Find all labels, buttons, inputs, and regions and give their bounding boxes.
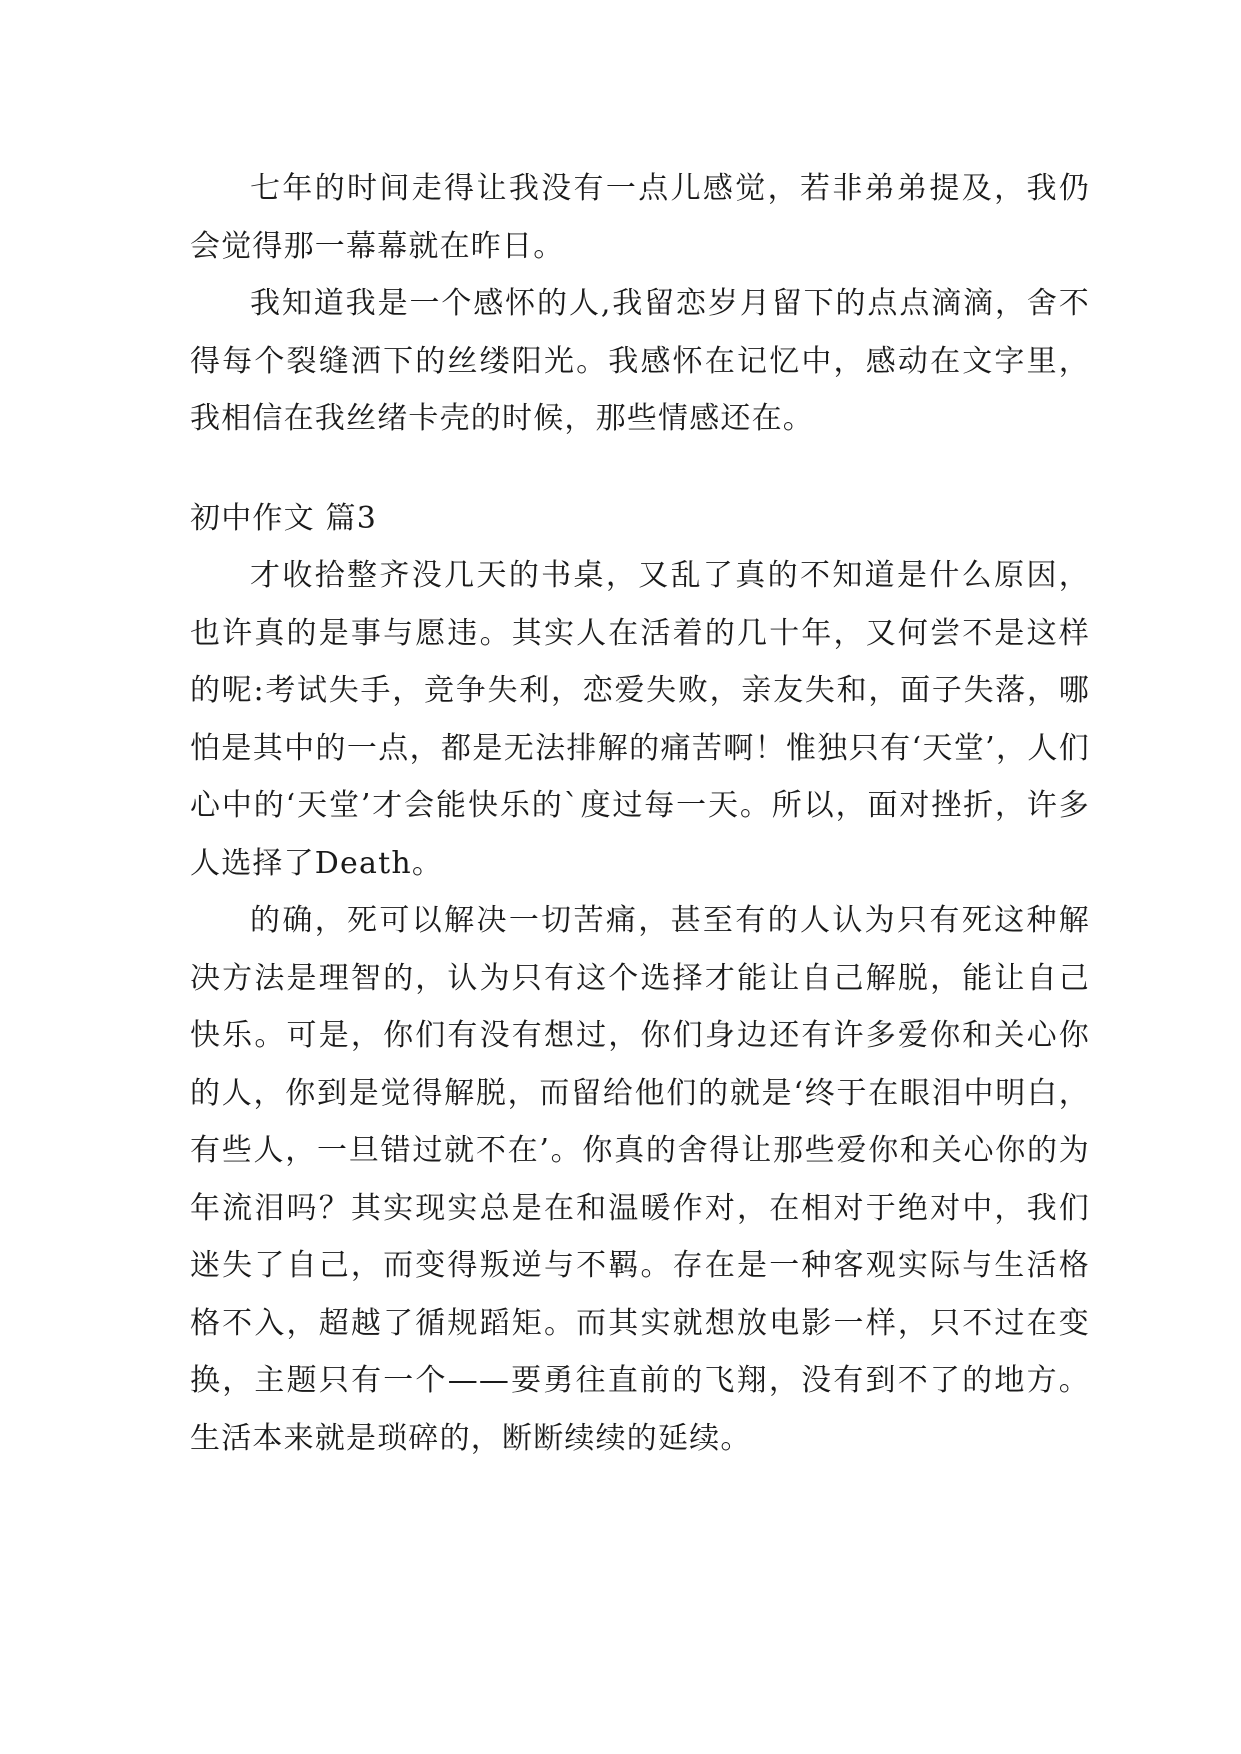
document-body [190,160,1090,1467]
paragraph-memory-intro: 七年的时间走得让我没有一点儿感觉，若非弟弟提及，我仍会觉得那一幕幕就在昨日。 [190,171,1090,264]
section-spacer [190,448,1090,490]
paragraph-life-reflection: 的确，死可以解决一切苦痛，甚至有的人认为只有死这种解决方法是理智的，认为只有这个选择才能让自己解脱，能让自己快乐。可是，你们有没有想过，你们身边还有许多爱你和关心你的人，你到是觉得解脱，而留给他们的就是‘终于在眼泪中明白，有些人，一旦错过就不在’。你真的舍得让那些爱你和关心你的为年流泪吗？其实现实总是在和温暖作对，在相对于绝对中，我们迷失了自己，而变得叛逆与不羁。存在是一种客观实际与生活格格不入，超越了循规蹈矩。而其实就想放电影一样，只不过在变换，主题只有一个——要勇往直前的飞翔，没有到不了的地方。生活本来就是琐碎的，断断续续的延续。 [190,903,1090,1456]
paragraph-desk-setbacks: 才收拾整齐没几天的书桌，又乱了真的不知道是什么原因，也许真的是事与愿违。其实人在活着的几十年，又何尝不是这样的呢:考试失手，竞争失利，恋爱失败，亲友失和，面子失落，哪怕是其中的一点，都是无法排解的痛苦啊！惟独只有‘天堂’，人们心中的‘天堂’才会能快乐的`度过每一天。所以，面对挫折，许多人选择了Death。 [190,558,1090,881]
paragraph-nostalgia: 我知道我是一个感怀的人,我留恋岁月留下的点点滴滴，舍不得每个裂缝洒下的丝缕阳光。我感怀在记忆中，感动在文字里，我相信在我丝绪卡壳的时候，那些情感还在。 [190,286,1090,436]
section-heading: 初中作文 篇3 [190,500,378,536]
